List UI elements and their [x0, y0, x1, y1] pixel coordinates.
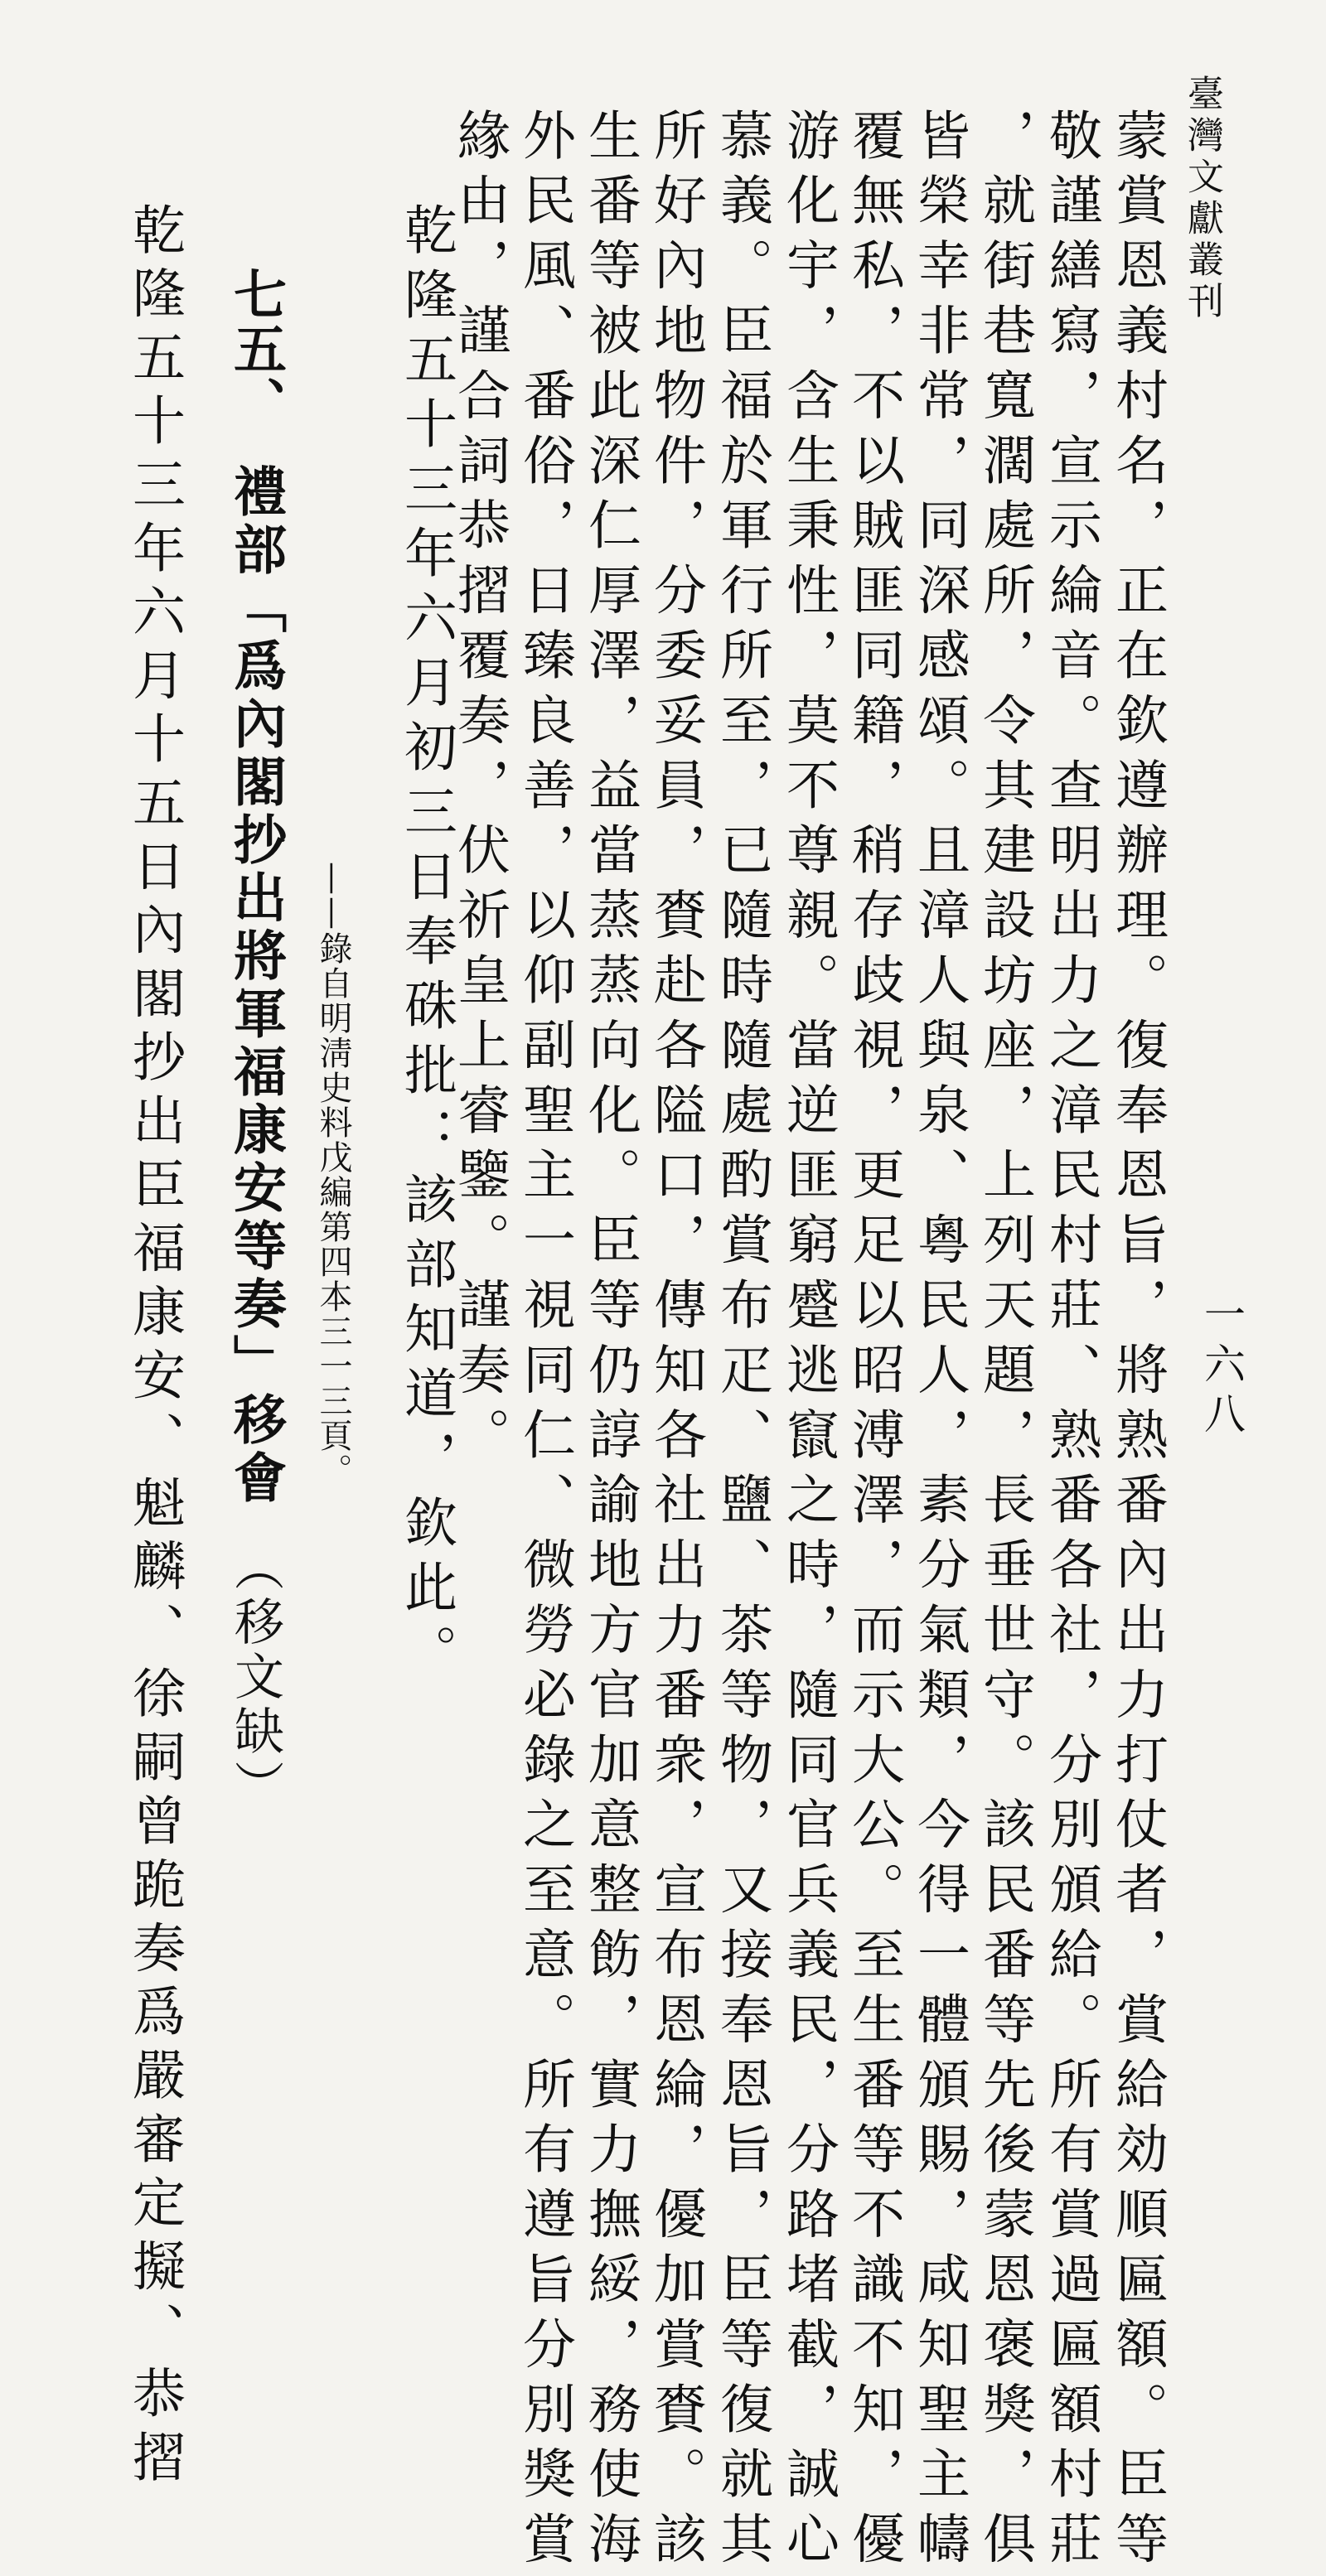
next-entry-opening: 乾隆五十三年六月十五日內閣抄出臣福康安、魁麟、徐嗣曾跪奏爲嚴審定擬、恭摺: [123, 202, 185, 2493]
memorial-column-10: 外民風、番俗，日臻良善，以仰副聖主一視同仁、微勞必錄之至意。所有遵旨分別獎賞: [514, 108, 575, 2576]
memorial-column-6: 游化宇，含生秉性，莫不尊親。當逆匪窮蹙逃竄之時，隨同官兵義民，分路堵截，誠心: [777, 108, 839, 2576]
running-head: 臺灣文獻叢刊: [1181, 75, 1223, 323]
memorial-column-1: 蒙賞恩義村名，正在欽遵辦理。復奉恩旨，將熟番內出力打仗者，賞給効順匾額。臣等: [1106, 108, 1168, 2576]
source-citation: [310, 862, 357, 1488]
memorial-column-11: 緣由，謹合詞恭摺覆奏，伏祈皇上睿鑒。謹奏。: [448, 108, 510, 1472]
memorial-column-5: 覆無私，不以賊匪同籍，稍存歧視，更足以昭溥澤，而示大公。至生番等不識不知，優: [843, 108, 904, 2576]
memorial-column-7: 慕義。臣福於軍行所至，已隨時隨處酌賞布疋、鹽、茶等物，又接奉恩旨，臣等復就其: [711, 108, 772, 2576]
memorial-column-9: 生番等被此深仁厚澤，益當蒸蒸向化。臣等仍諄諭地方官加意整飭，實力撫綏，務使海: [579, 108, 641, 2576]
memorial-column-4: 皆榮幸非常，同深感頌。且漳人與泉、粵民人，素分氣類，今得一體頒賜，咸知聖主幬: [908, 108, 970, 2576]
section-note: （移文缺）: [226, 1541, 284, 1815]
memorial-column-8: 所好內地物件，分委妥員，賚赴各隘口，傳知各社出力番衆，宣布恩綸，優加賞賚。該: [645, 108, 706, 2576]
source-text: 錄自明淸史料戊編第四本三一三頁。: [314, 931, 352, 1488]
memorial-column-3: ，就街巷寬濶處所，令其建設坊座，上列天題，長垂世守。該民番等先後蒙恩褒獎，俱: [974, 108, 1035, 2576]
rescript-line: 乾隆五十三年六月初三日奉硃批：該部知道，欽此。: [395, 202, 457, 1689]
section-title: 禮部「爲內閣抄出將軍福康安等奏」移會: [225, 464, 286, 1508]
source-dash: ——: [314, 862, 352, 931]
memorial-column-2: 敬謹繕寫，宣示綸音。查明出力之漳民村莊、熟番各社，分別頒給。所有賞過匾額村莊: [1040, 108, 1101, 2576]
section-number: 七五、: [225, 267, 286, 431]
section-heading: [217, 267, 293, 1815]
page-number: 一六八: [1198, 1293, 1246, 1442]
